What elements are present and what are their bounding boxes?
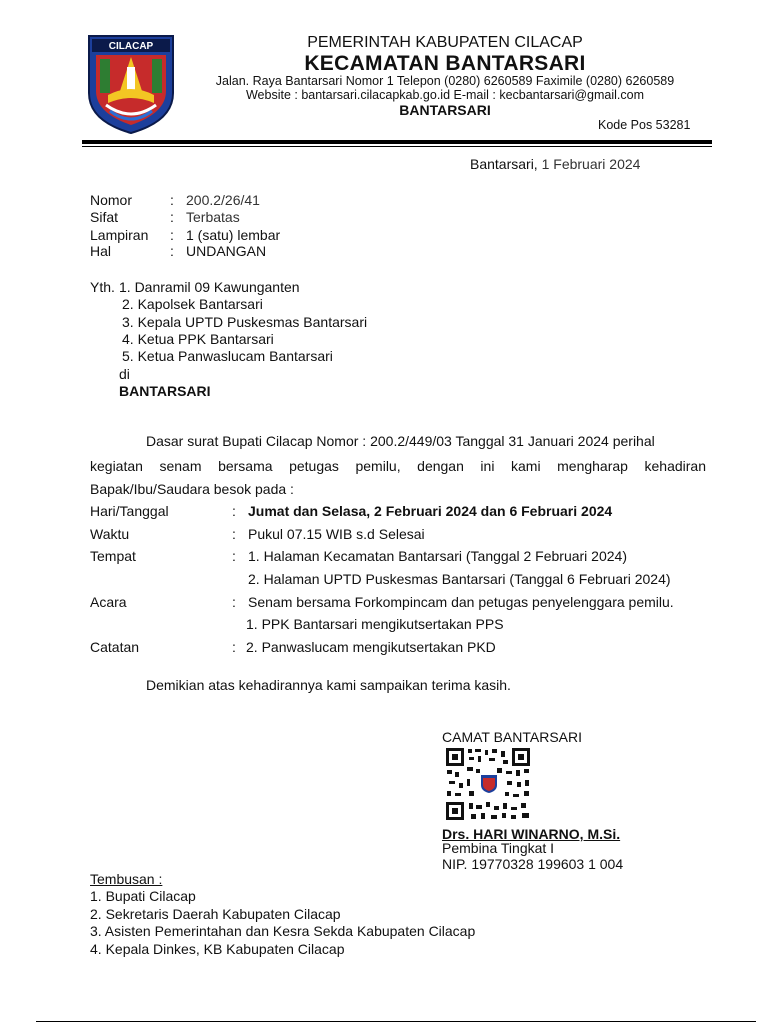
recipient-item: 2. Kapolsek Bantarsari (122, 296, 263, 312)
detail-colon: : (232, 639, 236, 655)
header-divider-thick (82, 140, 712, 144)
cc-item: 1. Bupati Cilacap (90, 888, 196, 904)
recipient-item: 3. Kepala UPTD Puskesmas Bantarsari (122, 314, 368, 330)
signature-qr-code (445, 747, 531, 821)
detail-event-value: Senam bersama Forkompincam dan petugas penyelenggara pemilu. (248, 594, 674, 610)
detail-time-value: Pukul 07.15 WIB s.d Selesai (248, 526, 425, 542)
signatory-rank: Pembina Tingkat I (442, 840, 555, 856)
detail-label-note: Catatan (90, 639, 140, 655)
meta-colon: : (170, 192, 174, 208)
header-office: KECAMATAN BANTARSARI (304, 52, 586, 75)
detail-place-item: 1. Halaman Kecamatan Bantarsari (Tanggal 2 Februari 2024) (248, 548, 627, 564)
meta-attachment: 1 (satu) lembar (186, 227, 281, 243)
cc-item: 3. Asisten Pemerintahan dan Kesra Sekda Kabupaten Cilacap (90, 923, 476, 939)
meta-colon: : (170, 209, 174, 225)
meta-label: Nomor (90, 192, 133, 208)
detail-colon: : (232, 548, 236, 564)
cilacap-logo (86, 33, 176, 135)
header-address: Jalan. Raya Bantarsari Nomor 1 Telepon (0280) 6260589 Faximile (0280) 6260589 (215, 74, 675, 88)
recipients-place: BANTARSARI (119, 383, 211, 399)
meta-subject: UNDANGAN (186, 243, 267, 259)
svg-text:CILACAP: CILACAP (108, 41, 154, 52)
meta-colon: : (170, 227, 174, 243)
detail-label-place: Tempat (90, 548, 136, 564)
header-government: PEMERINTAH KABUPATEN CILACAP (307, 34, 583, 51)
detail-label-time: Waktu (90, 526, 130, 542)
meta-label: Hal (90, 243, 112, 259)
recipients-di: di (119, 366, 130, 382)
cc-title: Tembusan : (90, 871, 163, 887)
date-value: 1 Februari 2024 (541, 156, 641, 172)
detail-colon: : (232, 503, 236, 519)
date-place: Bantarsari, (470, 156, 538, 172)
qr-code-icon (445, 747, 531, 821)
detail-label-day: Hari/Tanggal (90, 503, 169, 519)
header-place: BANTARSARI (399, 102, 491, 118)
meta-label: Sifat (90, 209, 119, 225)
detail-colon: : (232, 594, 236, 610)
detail-day-value: Jumat dan Selasa, 2 Februari 2024 dan 6 Februari 2024 (248, 503, 613, 519)
detail-event-note: 1. PPK Bantarsari mengikutsertakan PPS (246, 616, 504, 632)
meta-number: 200.2/26/41 (186, 192, 260, 208)
detail-note-value: 2. Panwaslucam mengikutsertakan PKD (246, 639, 496, 655)
header-website: Website : bantarsari.cilacapkab.go.id E-mail : kecbantarsari@gmail.com (245, 88, 645, 102)
signature-title: CAMAT BANTARSARI (442, 729, 583, 745)
body-line-3: Bapak/Ibu/Saudara besok pada : (90, 481, 294, 497)
recipients-prefix: Yth. (90, 279, 115, 295)
header-postal-code: Kode Pos 53281 (598, 118, 691, 132)
closing-text: Demikian atas kehadirannya kami sampaikan terima kasih. (146, 677, 511, 693)
recipient-item: 1. Danramil 09 Kawunganten (119, 279, 300, 295)
cc-item: 2. Sekretaris Daerah Kabupaten Cilacap (90, 906, 341, 922)
cilacap-emblem-icon (86, 33, 176, 135)
recipient-item: 4. Ketua PPK Bantarsari (122, 331, 274, 347)
meta-label: Lampiran (90, 227, 149, 243)
letter-date (470, 156, 640, 172)
meta-nature: Terbatas (186, 209, 240, 225)
detail-place-item: 2. Halaman UPTD Puskesmas Bantarsari (Tanggal 6 Februari 2024) (248, 571, 671, 587)
recipient-item: 5. Ketua Panwaslucam Bantarsari (122, 348, 333, 364)
detail-colon: : (232, 526, 236, 542)
detail-label-event: Acara (90, 594, 127, 610)
footer-divider (36, 1021, 756, 1022)
cc-item: 4. Kepala Dinkes, KB Kabupaten Cilacap (90, 941, 345, 957)
body-line-2: kegiatan senam bersama petugas pemilu, dengan ini kami mengharap kehadiran (90, 458, 706, 474)
meta-colon: : (170, 243, 174, 259)
header-divider-thin (82, 146, 712, 147)
signatory-name: Drs. HARI WINARNO, M.Si. (442, 826, 621, 842)
signatory-nip: NIP. 19770328 199603 1 004 (442, 856, 624, 872)
body-line-1: Dasar surat Bupati Cilacap Nomor : 200.2/449/03 Tanggal 31 Januari 2024 perihal (146, 433, 655, 449)
